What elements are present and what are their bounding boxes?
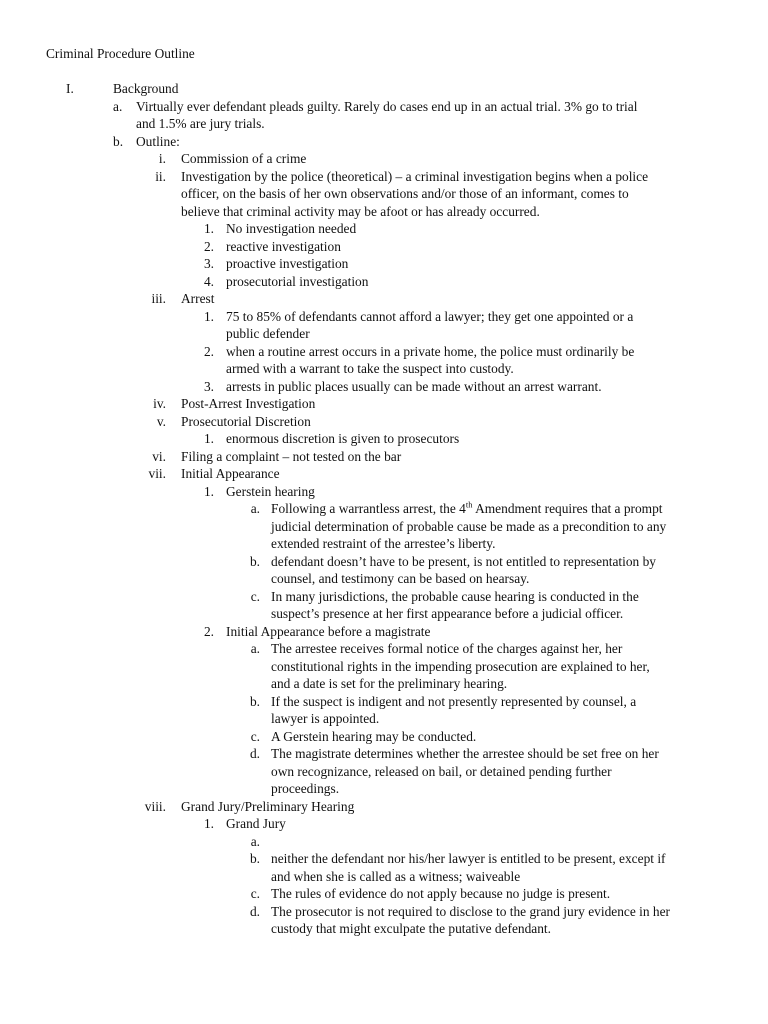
outline-item-level-2	[0, 413, 768, 431]
outline-text-line: officer, on the basis of her own observations and/or those of an informant, comes to	[181, 186, 629, 201]
outline-marker: 2.	[203, 623, 214, 639]
outline-marker: i.	[158, 151, 166, 166]
outline-text-line: and 1.5% are jury trials.	[136, 116, 265, 131]
outline-marker: 3.	[203, 378, 214, 394]
outline-text-line: No investigation needed	[226, 221, 357, 236]
outline-marker: vi.	[152, 448, 166, 464]
outline-marker: I.	[66, 81, 74, 96]
outline-item-level-3	[0, 343, 768, 378]
outline-item-level-4	[0, 693, 768, 728]
outline-item-level-4	[0, 588, 768, 623]
outline-marker: b.	[249, 693, 260, 709]
outline-marker: 1.	[203, 221, 214, 236]
outline-text-line: enormous discretion is given to prosecutors	[226, 431, 460, 446]
outline-marker: 3.	[203, 256, 214, 271]
section-heading: Background	[113, 81, 179, 96]
outline-text-line: The prosecutor is not required to disclose to the grand jury evidence in her	[271, 903, 670, 919]
outline-text-line: prosecutorial investigation	[226, 273, 369, 289]
outline-item-level-2	[0, 395, 768, 413]
outline-text-line: when a routine arrest occurs in a private home, the police must ordinarily be	[226, 343, 635, 359]
outline-marker: viii.	[144, 798, 166, 814]
outline-text-line	[271, 833, 768, 851]
outline-row-level-1	[0, 80, 768, 98]
outline-text-line: The arrestee receives formal notice of the charges against her, her	[271, 641, 623, 656]
outline-text-line: Following a warrantless arrest, the 4th Amendment requires that a prompt	[271, 499, 663, 516]
outline-item-level-4	[0, 640, 768, 693]
outline-text-line: believe that criminal activity may be afoot or has already occurred.	[181, 203, 540, 219]
outline-text-line: own recognizance, released on bail, or detained pending further	[271, 763, 612, 779]
outline-text-line: defendant doesn’t have to be present, is not entitled to representation by	[271, 553, 656, 569]
outline-text-line: neither the defendant nor his/her lawyer is entitled to be present, except if	[271, 851, 666, 866]
outline-marker: c.	[250, 728, 260, 744]
outline-item-level-3	[0, 255, 768, 273]
outline-item-level-4	[0, 885, 768, 903]
outline-text-line: counsel, and testimony can be based on hearsay.	[271, 571, 530, 586]
outline-marker: a.	[250, 833, 260, 849]
outline-item-level-2	[0, 150, 768, 168]
outline-text-line: If the suspect is indigent and not presently represented by counsel, a	[271, 693, 637, 709]
outline-item-level-4	[0, 850, 768, 885]
outline-marker: 1.	[203, 483, 214, 499]
outline-marker: 4.	[203, 273, 214, 289]
outline-item-level-2	[0, 448, 768, 466]
outline-text-line: and when she is called as a witness; waiveable	[271, 868, 521, 884]
outline-item-level-3	[0, 483, 768, 501]
outline-marker: d.	[249, 746, 260, 761]
outline-row-a	[0, 98, 768, 133]
outline-marker: v.	[156, 413, 166, 429]
outline-text-line: Virtually ever defendant pleads guilty. Rarely do cases end up in an actual trial. 3% go to trial	[136, 98, 638, 114]
outline-marker: iii.	[151, 291, 166, 306]
outline-text-line: Initial Appearance before a magistrate	[226, 623, 431, 639]
outline-text-line: proactive investigation	[226, 256, 349, 271]
outline-marker: a.	[250, 501, 260, 516]
outline-item-level-3	[0, 623, 768, 641]
document-title: Criminal Procedure Outline	[46, 46, 195, 61]
outline-text-line: proceedings.	[271, 781, 340, 796]
outline-item-level-2	[0, 290, 768, 308]
outline-text-line: A Gerstein hearing may be conducted.	[271, 728, 477, 744]
outline-text-line: Initial Appearance	[181, 466, 280, 481]
outline-item-level-4	[0, 500, 768, 553]
outline-marker: a.	[250, 641, 260, 656]
outline-marker: c.	[250, 588, 260, 604]
outline-item-level-3	[0, 273, 768, 291]
outline-text-line: constitutional rights in the impending prosecution are explained to her,	[271, 658, 650, 674]
outline-item-level-4	[0, 903, 768, 938]
outline-text-line: armed with a warrant to take the suspect into custody.	[226, 361, 514, 376]
outline-marker: 1.	[203, 816, 214, 831]
outline-item-level-4	[0, 745, 768, 798]
outline-item-level-2	[0, 168, 768, 221]
outline-marker: b.	[249, 851, 260, 866]
outline-text-line: Post-Arrest Investigation	[181, 396, 316, 411]
outline-row-b	[0, 133, 768, 151]
outline-text-line: custody that might exculpate the putative defendant.	[271, 921, 552, 936]
outline-text-line: Arrest	[181, 291, 215, 306]
outline-text-line: The magistrate determines whether the arrestee should be set free on her	[271, 746, 659, 761]
outline-marker: iv.	[153, 396, 166, 411]
outline-text-line: lawyer is appointed.	[271, 711, 380, 726]
outline-item-level-2	[0, 798, 768, 816]
outline-text-line: Outline:	[136, 133, 180, 149]
outline-text-line: Filing a complaint – not tested on the bar	[181, 448, 402, 464]
outline-item-level-3	[0, 430, 768, 448]
outline-marker: 1.	[203, 308, 214, 324]
outline-item-level-4	[0, 553, 768, 588]
outline-text-line: Investigation by the police (theoretical) – a criminal investigation begins when a police	[181, 168, 649, 184]
outline-text-line: reactive investigation	[226, 238, 341, 254]
outline-marker: c.	[250, 886, 260, 901]
outline-item-level-3	[0, 308, 768, 343]
outline-item-level-2	[0, 465, 768, 483]
outline-marker: ii.	[155, 168, 166, 184]
outline-text-line: Gerstein hearing	[226, 483, 315, 499]
outline-text-line: public defender	[226, 326, 310, 341]
outline-b-items	[0, 150, 768, 938]
outline-marker: 2.	[203, 238, 214, 254]
outline-text-line: The rules of evidence do not apply because no judge is present.	[271, 886, 611, 901]
outline-item-level-4	[0, 833, 768, 851]
outline-item-level-3	[0, 220, 768, 238]
outline-text-line: and a date is set for the preliminary hearing.	[271, 676, 508, 691]
outline-text-line: 75 to 85% of defendants cannot afford a lawyer; they get one appointed or a	[226, 308, 634, 324]
outline-item-level-3	[0, 238, 768, 256]
outline-marker: a.	[113, 98, 123, 114]
outline-marker: d.	[249, 903, 260, 919]
outline-marker: b.	[249, 553, 260, 569]
outline-marker: vii.	[148, 466, 166, 481]
outline-marker: 2.	[203, 343, 214, 359]
outline-marker: b.	[113, 133, 124, 149]
outline-marker: 1.	[203, 431, 214, 446]
outline-text-line: In many jurisdictions, the probable cause hearing is conducted in the	[271, 588, 639, 604]
outline-item-level-4	[0, 728, 768, 746]
outline-item-level-3	[0, 815, 768, 833]
outline-text-line: Prosecutorial Discretion	[181, 413, 311, 429]
outline-text-line: suspect’s presence at her first appearance before a judicial officer.	[271, 606, 624, 621]
outline-text-line: extended restraint of the arrestee’s liberty.	[271, 536, 496, 551]
outline-text-line: Grand Jury/Preliminary Hearing	[181, 798, 355, 814]
outline-item-level-3	[0, 378, 768, 396]
outline-text-line: Commission of a crime	[181, 151, 307, 166]
outline-text-line: Grand Jury	[226, 816, 286, 831]
outline-text-line: judicial determination of probable cause be made as a precondition to any	[271, 518, 667, 534]
section-I	[0, 80, 768, 150]
outline-text-line: arrests in public places usually can be made without an arrest warrant.	[226, 378, 602, 394]
